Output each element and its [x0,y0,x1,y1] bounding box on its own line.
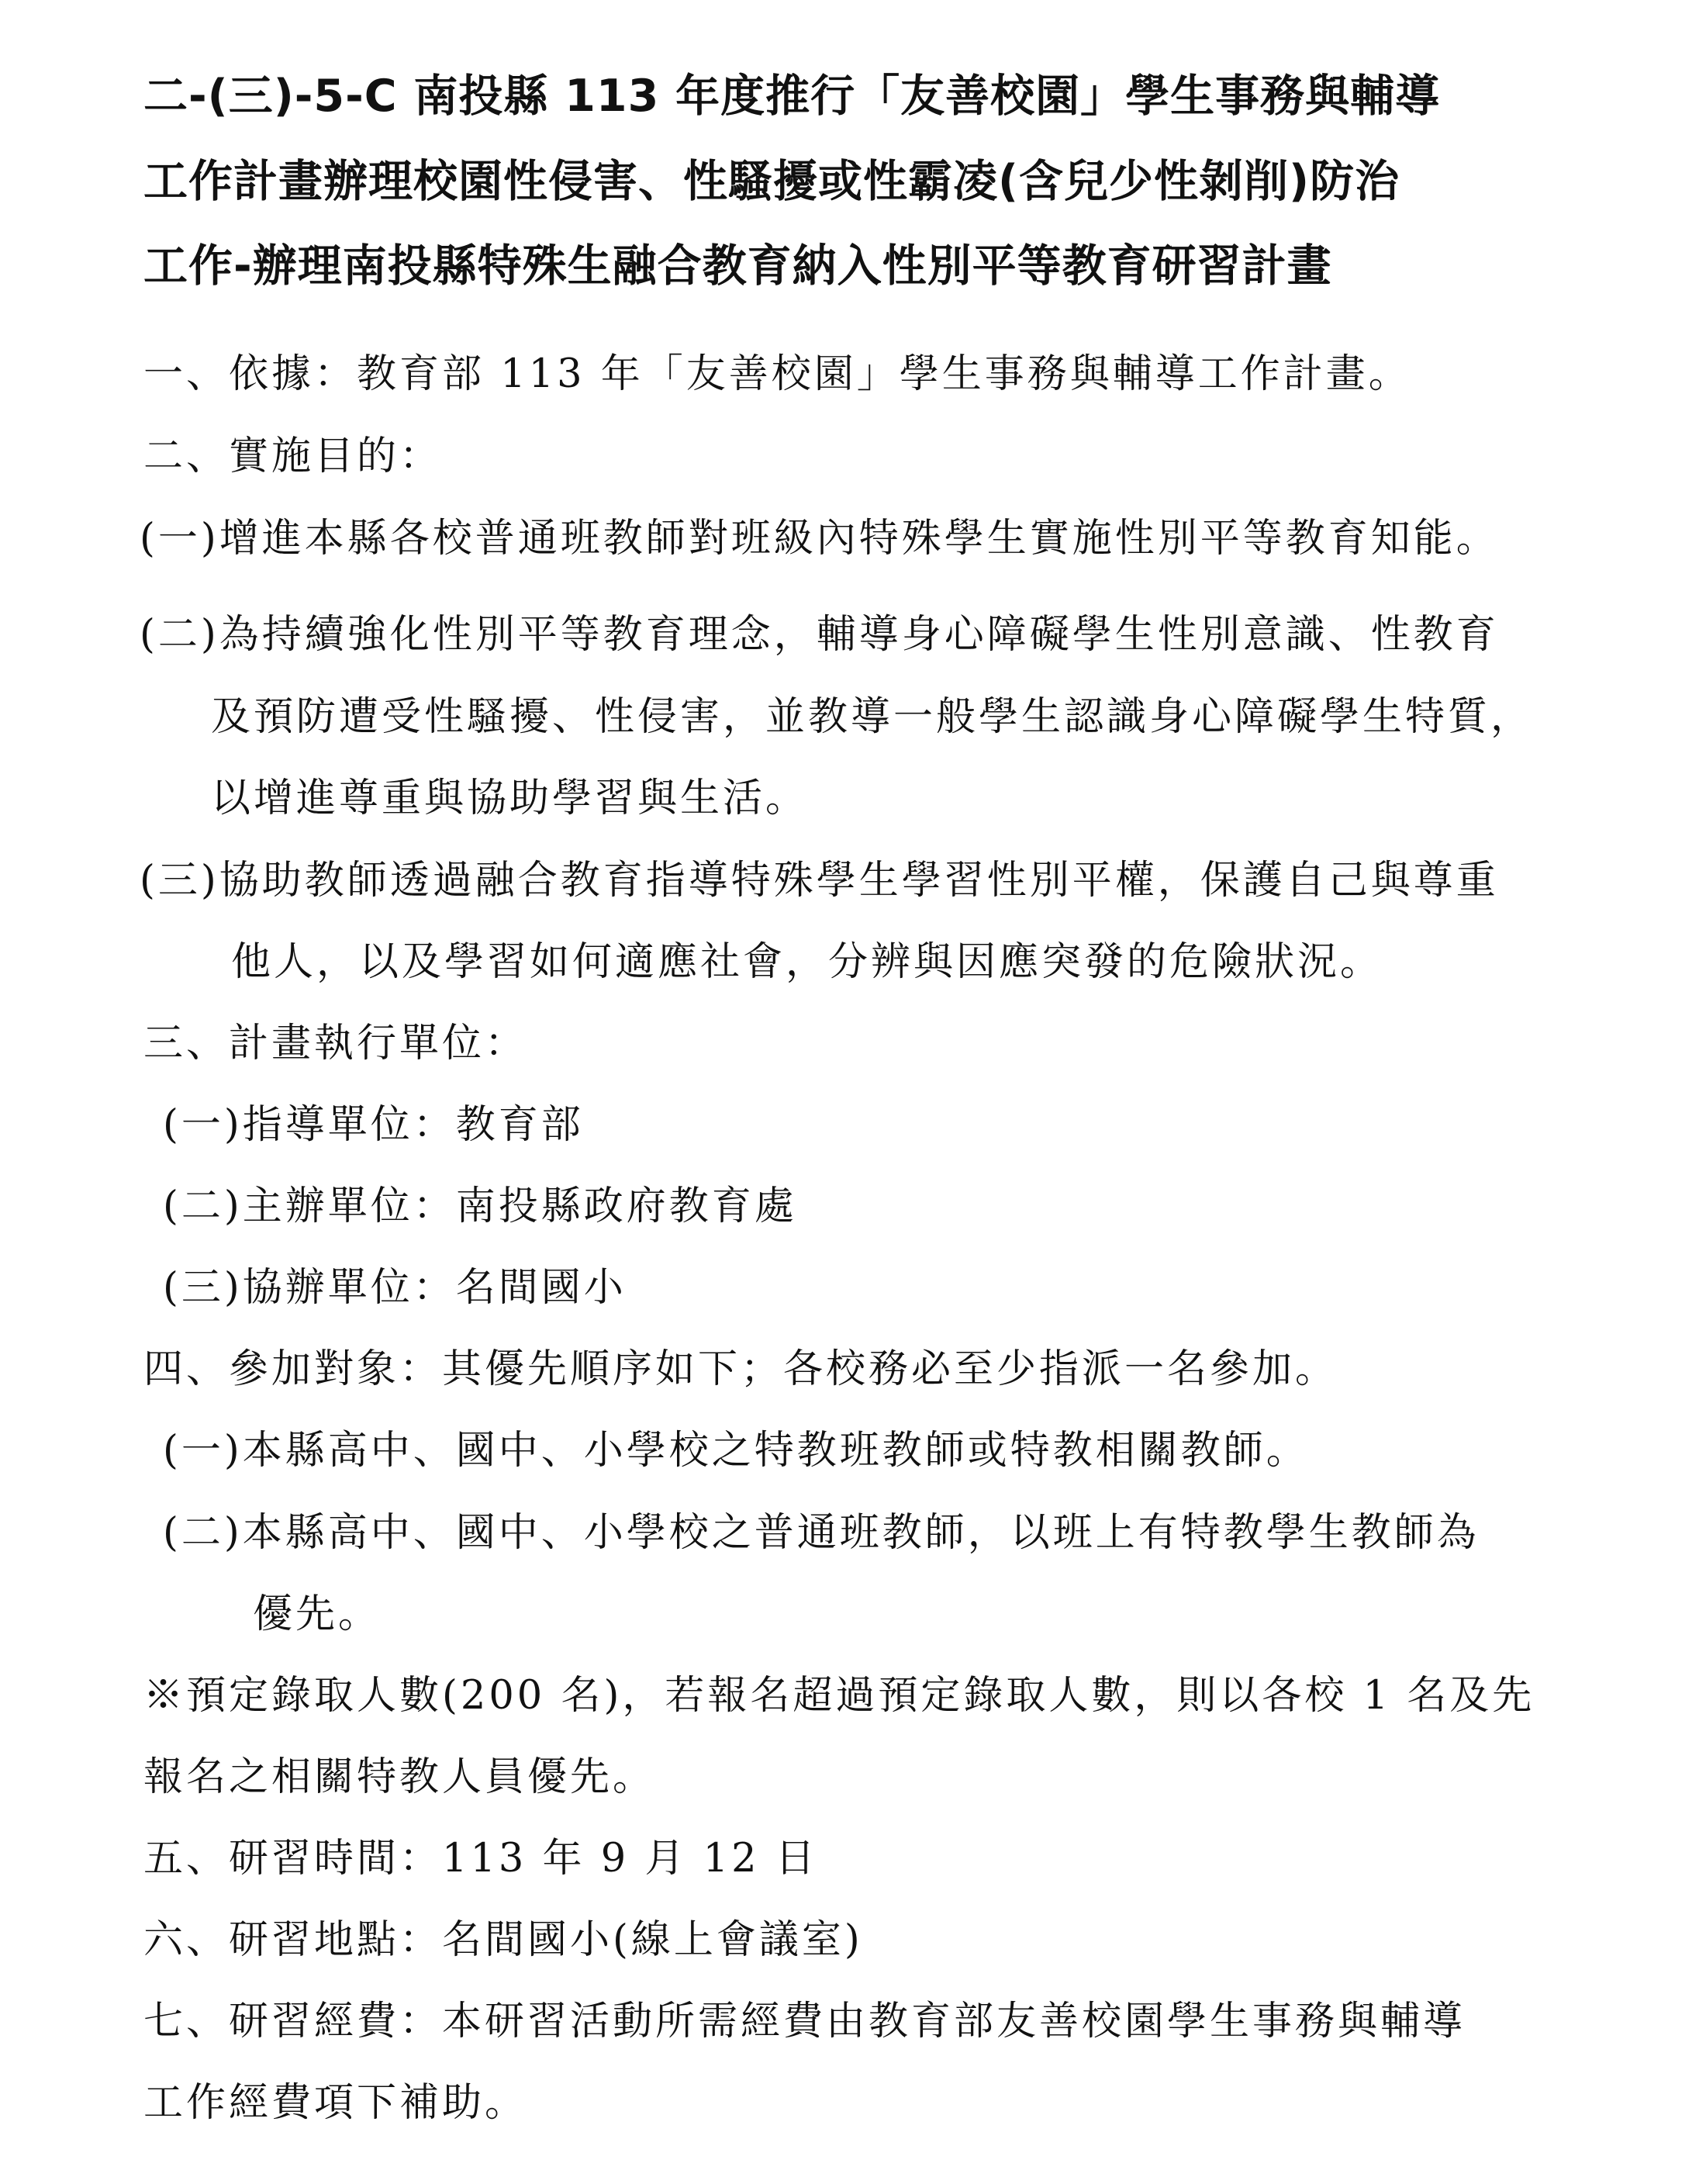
units-item-2: (二)主辦單位：南投縣政府教育處 [163,1184,797,1229]
location-paragraph: 六、研習地點：名間國小(線上會議室) [143,1917,863,1963]
units-item-3: (三)協辦單位：名間國小 [163,1265,627,1311]
document-title-line-3: 工作-辦理南投縣特殊生融合教育納入性別平等教育研習計畫 [143,240,1332,292]
purpose-item-3-line-1: (三)協助教師透過融合教育指導特殊學生學習性別平權，保護自己與尊重 [140,858,1499,904]
units-heading: 三、計畫執行單位： [143,1021,528,1066]
participants-item-1: (一)本縣高中、國中、小學校之特教班教師或特教相關教師。 [163,1428,1309,1474]
document-title-line-1: 二-(三)-5-C 南投縣 113 年度推行「友善校園」學生事務與輔導 [143,71,1441,122]
quota-note-line-1: ※預定錄取人數(200 名)，若報名超過預定錄取人數，則以各校 1 名及先 [143,1673,1535,1719]
participants-item-2-line-1: (二)本縣高中、國中、小學校之普通班教師，以班上有特教學生教師為 [163,1510,1480,1556]
purpose-item-2-line-1: (二)為持續強化性別平等教育理念，輔導身心障礙學生性別意識、性教育 [140,612,1499,658]
funding-line-1: 七、研習經費：本研習活動所需經費由教育部友善校園學生事務與輔導 [143,1999,1466,2044]
participants-heading: 四、參加對象：其優先順序如下；各校務必至少指派一名參加。 [143,1346,1338,1392]
basis-paragraph: 一、依據：教育部 113 年「友善校園」學生事務與輔導工作計畫。 [143,351,1411,397]
document-title-line-2: 工作計畫辦理校園性侵害、性騷擾或性霸凌(含兒少性剝削)防治 [143,156,1400,207]
purpose-heading: 二、實施目的： [143,434,443,479]
purpose-item-3-line-2: 他人，以及學習如何適應社會，分辨與因應突發的危險狀況。 [231,939,1383,985]
time-paragraph: 五、研習時間：113 年 9 月 12 日 [143,1836,818,1882]
purpose-item-1: (一)增進本縣各校普通班教師對班級內特殊學生實施性別平等教育知能。 [140,516,1499,562]
purpose-item-2-line-3: 以增進尊重與協助學習與生活。 [211,776,809,821]
units-item-1: (一)指導單位：教育部 [163,1102,584,1148]
funding-line-2: 工作經費項下補助。 [143,2080,528,2126]
purpose-item-2-line-2: 及預防遭受性騷擾、性侵害，並教導一般學生認識身心障礙學生特質， [211,694,1534,740]
quota-note-line-2: 報名之相關特教人員優先。 [143,1754,656,1800]
participants-item-2-line-2: 優先。 [253,1591,382,1637]
